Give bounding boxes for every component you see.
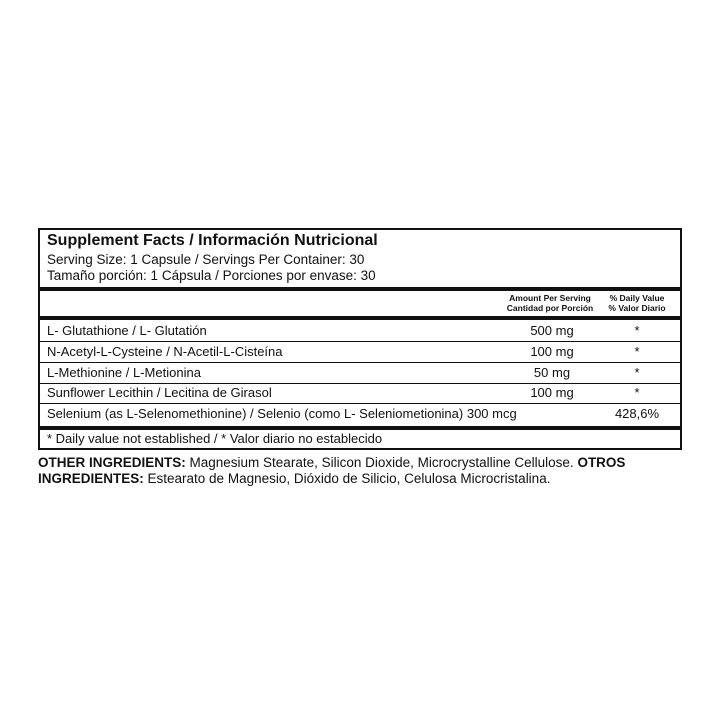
nutrient-row bbox=[40, 383, 680, 402]
daily-value-header bbox=[596, 293, 678, 313]
nutrient-row bbox=[40, 342, 680, 361]
other-ingredients-text-en: Magnesium Stearate, Silicon Dioxide, Microcrystalline Cellulose. bbox=[185, 455, 578, 470]
supplement-facts-panel bbox=[38, 228, 682, 450]
nutrient-daily-value: * bbox=[634, 323, 640, 338]
other-ingredients-text-es: Estearato de Magnesio, Dióxido de Silicio, Celulosa Microcristalina. bbox=[143, 471, 551, 486]
nutrient-row bbox=[40, 404, 680, 423]
nutrient-amount: 50 mg bbox=[533, 365, 571, 380]
other-ingredients-label-es: OTROS INGREDIENTES: bbox=[38, 455, 626, 486]
daily-value-footnote: * Daily value not established / * Valor diario no establecido bbox=[47, 431, 383, 446]
other-ingredients-label-en: OTHER INGREDIENTS: bbox=[38, 455, 186, 470]
thick-divider bbox=[40, 316, 680, 320]
daily-value-header-en: % Daily Value bbox=[609, 293, 665, 303]
nutrient-daily-value: * bbox=[634, 365, 640, 380]
serving-size-es: Tamaño porción: 1 Cápsula / Porciones por envase: 30 bbox=[47, 268, 376, 283]
nutrient-daily-value: * bbox=[634, 344, 640, 359]
amount-header-es: Cantidad por Porción bbox=[506, 303, 594, 313]
facts-title: Supplement Facts / Información Nutricional bbox=[47, 232, 378, 249]
daily-value-header-es: % Valor Diario bbox=[608, 303, 666, 313]
nutrient-amount: 100 mg bbox=[530, 344, 574, 359]
other-ingredients bbox=[38, 455, 688, 487]
nutrient-name: L- Glutathione / L- Glutatión bbox=[47, 323, 207, 338]
thick-divider bbox=[40, 426, 680, 430]
nutrient-daily-value: 428,6% bbox=[614, 406, 660, 421]
amount-header-en: Amount Per Serving bbox=[509, 293, 591, 303]
nutrient-row bbox=[40, 321, 680, 340]
nutrient-name: Sunflower Lecithin / Lecitina de Girasol bbox=[47, 385, 272, 400]
nutrient-daily-value: * bbox=[634, 385, 640, 400]
nutrient-name: N-Acetyl-L-Cysteine / N-Acetil-L-Cisteína bbox=[47, 344, 283, 359]
nutrient-amount: 100 mg bbox=[530, 385, 574, 400]
nutrient-name: Selenium (as L-Selenomethionine) / Selenio (como L- Seleniometionina) 300 mcg bbox=[47, 406, 517, 421]
thick-divider bbox=[40, 287, 680, 291]
nutrient-amount: 500 mg bbox=[530, 323, 574, 338]
nutrient-row bbox=[40, 363, 680, 382]
nutrient-name: L-Methionine / L-Metionina bbox=[47, 365, 201, 380]
serving-size-en: Serving Size: 1 Capsule / Servings Per Container: 30 bbox=[47, 252, 365, 267]
